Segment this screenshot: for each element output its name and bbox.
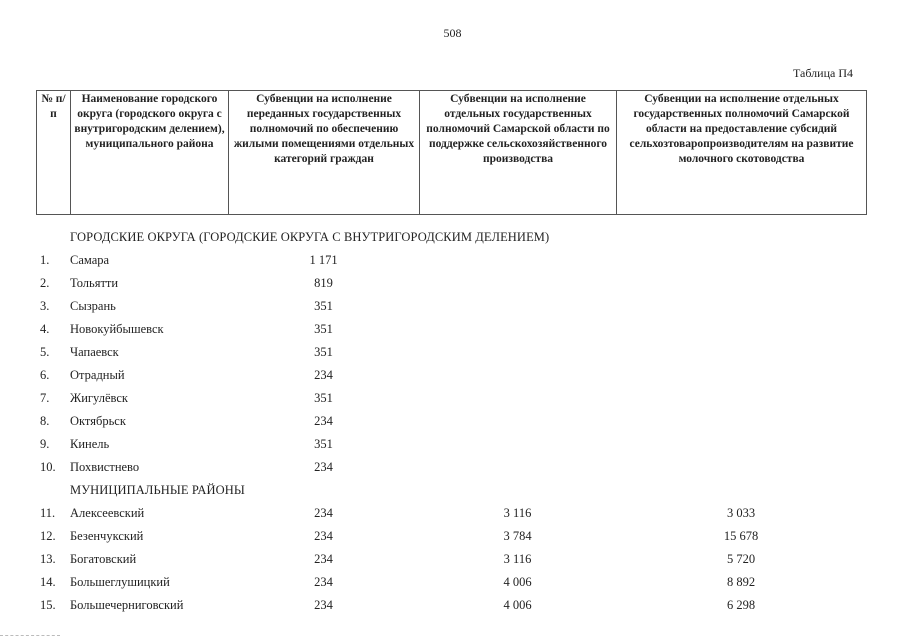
district-name: Сызрань bbox=[70, 299, 116, 313]
header-agriculture-subvention: Субвенции на исполнение отдельных государственных полномочий Самарской области по поддержке сельскохозяйственного производства bbox=[420, 91, 617, 215]
agriculture-subvention-value: 3 116 bbox=[503, 506, 532, 520]
row-number: 11. bbox=[40, 506, 56, 520]
table-label: Таблица П4 bbox=[793, 66, 853, 80]
dairy-subvention-value: 3 033 bbox=[726, 506, 756, 520]
table-row bbox=[36, 433, 866, 456]
district-name: Похвистнево bbox=[70, 460, 140, 474]
agriculture-subvention-value bbox=[419, 295, 616, 318]
agriculture-subvention-value bbox=[419, 410, 616, 433]
housing-subvention-value: 351 bbox=[314, 437, 333, 451]
agriculture-subvention-value bbox=[419, 341, 616, 364]
section-title-municipal-districts: МУНИЦИПАЛЬНЫЕ РАЙОНЫ bbox=[70, 483, 245, 497]
district-name: Богатовский bbox=[70, 552, 137, 566]
table-row bbox=[36, 272, 866, 295]
housing-subvention-value: 234 bbox=[314, 552, 333, 566]
agriculture-subvention-value: 4 006 bbox=[503, 598, 532, 612]
dairy-subvention-value: 6 298 bbox=[726, 598, 756, 612]
row-number: 14. bbox=[40, 575, 56, 589]
district-name: Новокуйбышевск bbox=[70, 322, 164, 336]
dairy-subvention-value bbox=[616, 295, 866, 318]
header-housing-subvention: Субвенции на исполнение переданных государственных полномочий по обеспечению жилыми помещениями отдельных категорий граждан bbox=[229, 91, 420, 215]
district-name: Жигулёвск bbox=[70, 391, 128, 405]
table-row bbox=[36, 341, 866, 364]
row-number: 8. bbox=[40, 414, 50, 428]
dairy-subvention-value: 15 678 bbox=[723, 529, 759, 543]
table-row bbox=[36, 410, 866, 433]
agriculture-subvention-value bbox=[419, 249, 616, 272]
dairy-subvention-value bbox=[616, 387, 866, 410]
table-row bbox=[36, 295, 866, 318]
dairy-subvention-value bbox=[616, 364, 866, 387]
district-name: Большечерниговский bbox=[70, 598, 184, 612]
table-body bbox=[36, 226, 866, 617]
row-number: 9. bbox=[40, 437, 50, 451]
dairy-subvention-value: 8 892 bbox=[726, 575, 756, 589]
table-row bbox=[36, 364, 866, 387]
dairy-subvention-value bbox=[616, 249, 866, 272]
section-municipal-districts bbox=[36, 502, 866, 617]
dairy-subvention-value bbox=[616, 456, 866, 479]
district-name: Тольятти bbox=[70, 276, 119, 290]
district-name: Чапаевск bbox=[70, 345, 119, 359]
agriculture-subvention-value bbox=[419, 364, 616, 387]
header-name: Наименование городского округа (городского округа с внутригородским делением), муниципального района bbox=[71, 91, 229, 215]
row-number: 3. bbox=[40, 299, 50, 313]
table-row bbox=[36, 249, 866, 272]
dairy-subvention-value bbox=[616, 433, 866, 456]
agriculture-subvention-value bbox=[419, 318, 616, 341]
housing-subvention-value: 1 171 bbox=[309, 253, 338, 267]
dairy-subvention-value bbox=[616, 341, 866, 364]
housing-subvention-value: 819 bbox=[314, 276, 333, 290]
housing-subvention-value: 234 bbox=[314, 529, 333, 543]
page-number: 508 bbox=[443, 26, 462, 40]
housing-subvention-value: 351 bbox=[314, 345, 333, 359]
row-number: 13. bbox=[40, 552, 56, 566]
housing-subvention-value: 234 bbox=[314, 598, 333, 612]
district-name: Октябрьск bbox=[70, 414, 126, 428]
table-row bbox=[36, 571, 866, 594]
header-num: № п/п bbox=[37, 91, 71, 215]
table-row bbox=[36, 387, 866, 410]
agriculture-subvention-value bbox=[419, 387, 616, 410]
district-name: Кинель bbox=[70, 437, 110, 451]
housing-subvention-value: 351 bbox=[314, 299, 333, 313]
agriculture-subvention-value bbox=[419, 456, 616, 479]
table-row bbox=[36, 548, 866, 571]
district-name: Безенчукский bbox=[70, 529, 144, 543]
housing-subvention-value: 234 bbox=[314, 575, 333, 589]
row-number: 12. bbox=[40, 529, 56, 543]
row-number: 1. bbox=[40, 253, 50, 267]
table-row bbox=[36, 594, 866, 617]
agriculture-subvention-value: 3 784 bbox=[503, 529, 532, 543]
row-number: 4. bbox=[40, 322, 50, 336]
housing-subvention-value: 351 bbox=[314, 391, 333, 405]
row-number: 10. bbox=[40, 460, 56, 474]
dairy-subvention-value: 5 720 bbox=[726, 552, 756, 566]
dairy-subvention-value bbox=[616, 272, 866, 295]
district-name: Большеглушицкий bbox=[70, 575, 170, 589]
housing-subvention-value: 234 bbox=[314, 506, 333, 520]
dairy-subvention-value bbox=[616, 318, 866, 341]
table-row bbox=[36, 502, 866, 525]
dairy-subvention-value bbox=[616, 410, 866, 433]
district-name: Отрадный bbox=[70, 368, 125, 382]
row-number: 2. bbox=[40, 276, 50, 290]
page-edge-mark bbox=[0, 635, 60, 636]
section-title-city-districts: ГОРОДСКИЕ ОКРУГА (ГОРОДСКИЕ ОКРУГА С ВНУТРИГОРОДСКИМ ДЕЛЕНИЕМ) bbox=[70, 230, 550, 244]
table-header bbox=[36, 90, 867, 215]
agriculture-subvention-value: 4 006 bbox=[503, 575, 532, 589]
agriculture-subvention-value: 3 116 bbox=[503, 552, 532, 566]
header-dairy-subvention: Субвенции на исполнение отдельных государственных полномочий Самарской области на предоставление субсидий сельхозтоваропроизводителям на развитие молочного скотоводства bbox=[617, 91, 867, 215]
housing-subvention-value: 234 bbox=[314, 368, 333, 382]
district-name: Алексеевский bbox=[70, 506, 145, 520]
row-number: 5. bbox=[40, 345, 50, 359]
district-name: Самара bbox=[70, 253, 110, 267]
table-row bbox=[36, 525, 866, 548]
section-city-districts bbox=[36, 249, 866, 479]
row-number: 7. bbox=[40, 391, 50, 405]
housing-subvention-value: 234 bbox=[314, 414, 333, 428]
table-row bbox=[36, 318, 866, 341]
housing-subvention-value: 234 bbox=[314, 460, 333, 474]
row-number: 6. bbox=[40, 368, 50, 382]
table-row bbox=[36, 456, 866, 479]
agriculture-subvention-value bbox=[419, 433, 616, 456]
housing-subvention-value: 351 bbox=[314, 322, 333, 336]
agriculture-subvention-value bbox=[419, 272, 616, 295]
row-number: 15. bbox=[40, 598, 56, 612]
